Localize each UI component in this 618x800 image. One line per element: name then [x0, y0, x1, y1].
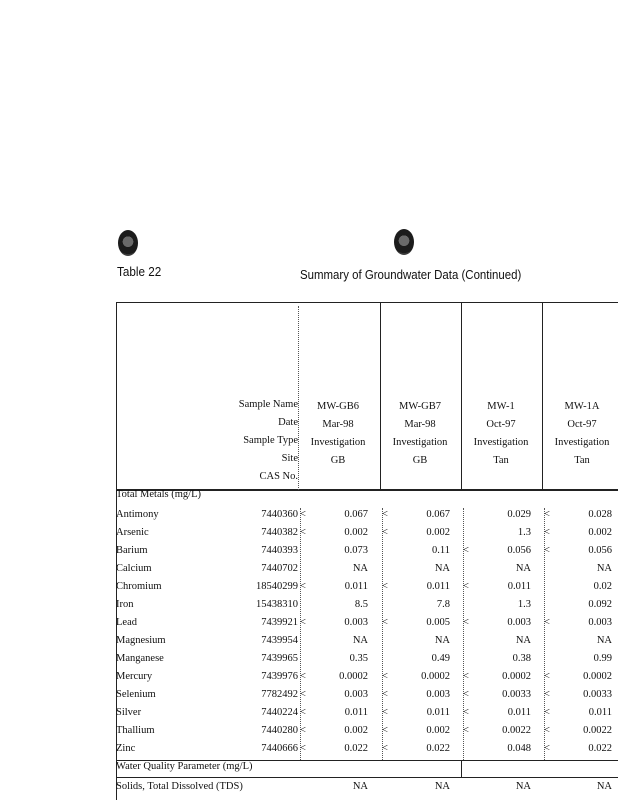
qualifier: < — [544, 689, 550, 700]
analyte-name: Manganese — [116, 653, 164, 664]
value-cell: 0.002 — [588, 527, 612, 538]
value-cell: 0.011 — [426, 707, 450, 718]
qualifier: < — [544, 509, 550, 520]
qualifier: < — [382, 707, 388, 718]
value-cell: 0.0002 — [583, 671, 612, 682]
column-header-site: Tan — [493, 455, 509, 466]
value-cell: NA — [515, 635, 531, 646]
table-row — [0, 707, 618, 725]
value-cell: 0.011 — [507, 707, 531, 718]
value-cell: 0.002 — [344, 527, 368, 538]
value-cell: NA — [596, 635, 612, 646]
value-cell: 0.003 — [507, 617, 531, 628]
value-cell: 0.067 — [344, 509, 368, 520]
column-header-type: Investigation — [310, 437, 366, 448]
qualifier: < — [300, 509, 306, 520]
value-cell: 0.0033 — [583, 689, 612, 700]
cas-number: 7440382 — [261, 527, 298, 538]
cas-number: 18540299 — [256, 581, 298, 592]
column-header-type: Investigation — [554, 437, 610, 448]
header-label: Sample Type — [243, 435, 298, 446]
column-header-type: Investigation — [473, 437, 529, 448]
header-label: Site — [281, 453, 298, 464]
qualifier: < — [382, 527, 388, 538]
value-cell: 0.011 — [588, 707, 612, 718]
cas-number: 7439921 — [261, 617, 298, 628]
section-column-divider — [461, 761, 462, 777]
qualifier: < — [544, 617, 550, 628]
qualifier: < — [300, 725, 306, 736]
value-cell: 0.002 — [426, 725, 450, 736]
qualifier: < — [300, 671, 306, 682]
value-cell: 0.005 — [426, 617, 450, 628]
value-cell: 0.002 — [344, 725, 368, 736]
value-cell: 1.3 — [517, 527, 531, 538]
table-row — [0, 545, 618, 563]
cas-number: 7440702 — [261, 563, 298, 574]
analyte-name: Chromium — [116, 581, 162, 592]
value-cell: 0.0022 — [502, 725, 531, 736]
analyte-name: Zinc — [116, 743, 136, 754]
value-cell: 0.11 — [432, 545, 450, 556]
value-cell: 0.02 — [593, 581, 612, 592]
qualifier: < — [544, 545, 550, 556]
value-cell: 0.029 — [507, 509, 531, 520]
table-row — [0, 671, 618, 689]
header-label: CAS No. — [259, 471, 298, 482]
analyte-name: Iron — [116, 599, 134, 610]
value-cell: 1.3 — [517, 599, 531, 610]
qualifier: < — [300, 689, 306, 700]
value-cell: 0.022 — [426, 743, 450, 754]
header-label: Date — [278, 417, 298, 428]
value-cell: 0.002 — [426, 527, 450, 538]
table-row — [0, 635, 618, 653]
qualifier: < — [300, 743, 306, 754]
value-cell: 0.99 — [593, 653, 612, 664]
section-title: Total Metals (mg/L) — [116, 489, 201, 500]
analyte-name: Magnesium — [116, 635, 166, 646]
qualifier: < — [544, 725, 550, 736]
analyte-name: Mercury — [116, 671, 153, 682]
qualifier: < — [382, 725, 388, 736]
value-cell: NA — [434, 781, 450, 792]
value-cell: NA — [434, 635, 450, 646]
qualifier: < — [382, 509, 388, 520]
value-cell: 0.003 — [426, 689, 450, 700]
qualifier: < — [300, 527, 306, 538]
table-row — [0, 725, 618, 743]
seal-logo-right — [394, 229, 414, 255]
value-cell: NA — [596, 563, 612, 574]
value-cell: 0.048 — [507, 743, 531, 754]
column-header-name: MW-GB6 — [317, 401, 359, 412]
value-cell: 7.8 — [436, 599, 450, 610]
column-header-site: GB — [330, 455, 346, 466]
qualifier: < — [544, 743, 550, 754]
qualifier: < — [382, 617, 388, 628]
cas-number: 7440280 — [261, 725, 298, 736]
qualifier: < — [463, 707, 469, 718]
analyte-name: Selenium — [116, 689, 156, 700]
value-cell: 0.011 — [344, 581, 368, 592]
value-cell: 0.35 — [349, 653, 368, 664]
column-header-date: Oct-97 — [567, 419, 597, 430]
qualifier: < — [463, 581, 469, 592]
section-title: Water Quality Parameter (mg/L) — [116, 761, 253, 772]
table-row — [0, 563, 618, 581]
analyte-name: Arsenic — [116, 527, 149, 538]
table-row — [0, 509, 618, 527]
value-cell: 0.0002 — [421, 671, 450, 682]
table-row — [0, 527, 618, 545]
table-row — [0, 617, 618, 635]
seal-logo-left — [118, 230, 138, 256]
qualifier: < — [382, 743, 388, 754]
value-cell: 0.067 — [426, 509, 450, 520]
value-cell: 0.011 — [507, 581, 531, 592]
cas-number: 7440666 — [261, 743, 298, 754]
qualifier: < — [463, 545, 469, 556]
table-row — [0, 653, 618, 671]
cas-number: 7439954 — [261, 635, 298, 646]
qualifier: < — [463, 725, 469, 736]
column-header-site: Tan — [574, 455, 590, 466]
column-header-type: Investigation — [392, 437, 448, 448]
value-cell: 0.022 — [344, 743, 368, 754]
value-cell: 8.5 — [354, 599, 368, 610]
qualifier: < — [300, 581, 306, 592]
value-cell: NA — [596, 781, 612, 792]
value-cell: 0.056 — [507, 545, 531, 556]
table-row — [0, 689, 618, 707]
cas-number: 7440224 — [261, 707, 298, 718]
qualifier: < — [382, 671, 388, 682]
value-cell: 0.022 — [588, 743, 612, 754]
column-header-name: MW-1 — [487, 401, 515, 412]
qualifier: < — [544, 707, 550, 718]
value-cell: NA — [352, 635, 368, 646]
cas-number: 7439976 — [261, 671, 298, 682]
column-header-name: MW-1A — [564, 401, 600, 412]
cas-number: 15438310 — [256, 599, 298, 610]
value-cell: 0.073 — [344, 545, 368, 556]
analyte-name: Barium — [116, 545, 148, 556]
value-cell: NA — [515, 563, 531, 574]
section-divider — [116, 777, 618, 778]
qualifier: < — [382, 689, 388, 700]
analyte-name: Thallium — [116, 725, 155, 736]
table-row — [0, 599, 618, 617]
value-cell: NA — [434, 563, 450, 574]
value-cell: 0.003 — [344, 689, 368, 700]
analyte-name: Solids, Total Dissolved (TDS) — [116, 781, 243, 792]
column-header-site: GB — [412, 455, 428, 466]
value-cell: 0.003 — [588, 617, 612, 628]
table-row — [0, 743, 618, 761]
value-cell: 0.028 — [588, 509, 612, 520]
qualifier: < — [382, 581, 388, 592]
analyte-name: Antimony — [116, 509, 159, 520]
value-cell: 0.0002 — [339, 671, 368, 682]
value-cell: 0.49 — [431, 653, 450, 664]
value-cell: NA — [352, 563, 368, 574]
table-row — [0, 781, 618, 799]
analyte-name: Calcium — [116, 563, 152, 574]
table-number: Table 22 — [117, 264, 162, 279]
column-header-date: Mar-98 — [322, 419, 354, 430]
value-cell: 0.056 — [588, 545, 612, 556]
qualifier: < — [463, 671, 469, 682]
column-header-date: Mar-98 — [404, 419, 436, 430]
value-cell: 0.092 — [588, 599, 612, 610]
cas-number: 7440360 — [261, 509, 298, 520]
header-label: Sample Name — [238, 399, 298, 410]
value-cell: 0.0022 — [583, 725, 612, 736]
value-cell: 0.38 — [512, 653, 531, 664]
table-row — [0, 581, 618, 599]
value-cell: NA — [352, 781, 368, 792]
value-cell: 0.011 — [344, 707, 368, 718]
cas-number: 7439965 — [261, 653, 298, 664]
column-header-date: Oct-97 — [486, 419, 516, 430]
qualifier: < — [463, 617, 469, 628]
qualifier: < — [300, 707, 306, 718]
value-cell: 0.011 — [426, 581, 450, 592]
qualifier: < — [544, 527, 550, 538]
qualifier: < — [463, 689, 469, 700]
qualifier: < — [300, 617, 306, 628]
cas-number: 7440393 — [261, 545, 298, 556]
analyte-name: Lead — [116, 617, 137, 628]
section-divider — [116, 760, 618, 761]
value-cell: NA — [515, 781, 531, 792]
table-title: Summary of Groundwater Data (Continued) — [300, 267, 522, 282]
column-header-name: MW-GB7 — [399, 401, 441, 412]
cas-number: 7782492 — [261, 689, 298, 700]
qualifier: < — [544, 671, 550, 682]
value-cell: 0.0002 — [502, 671, 531, 682]
value-cell: 0.003 — [344, 617, 368, 628]
value-cell: 0.0033 — [502, 689, 531, 700]
analyte-name: Silver — [116, 707, 142, 718]
